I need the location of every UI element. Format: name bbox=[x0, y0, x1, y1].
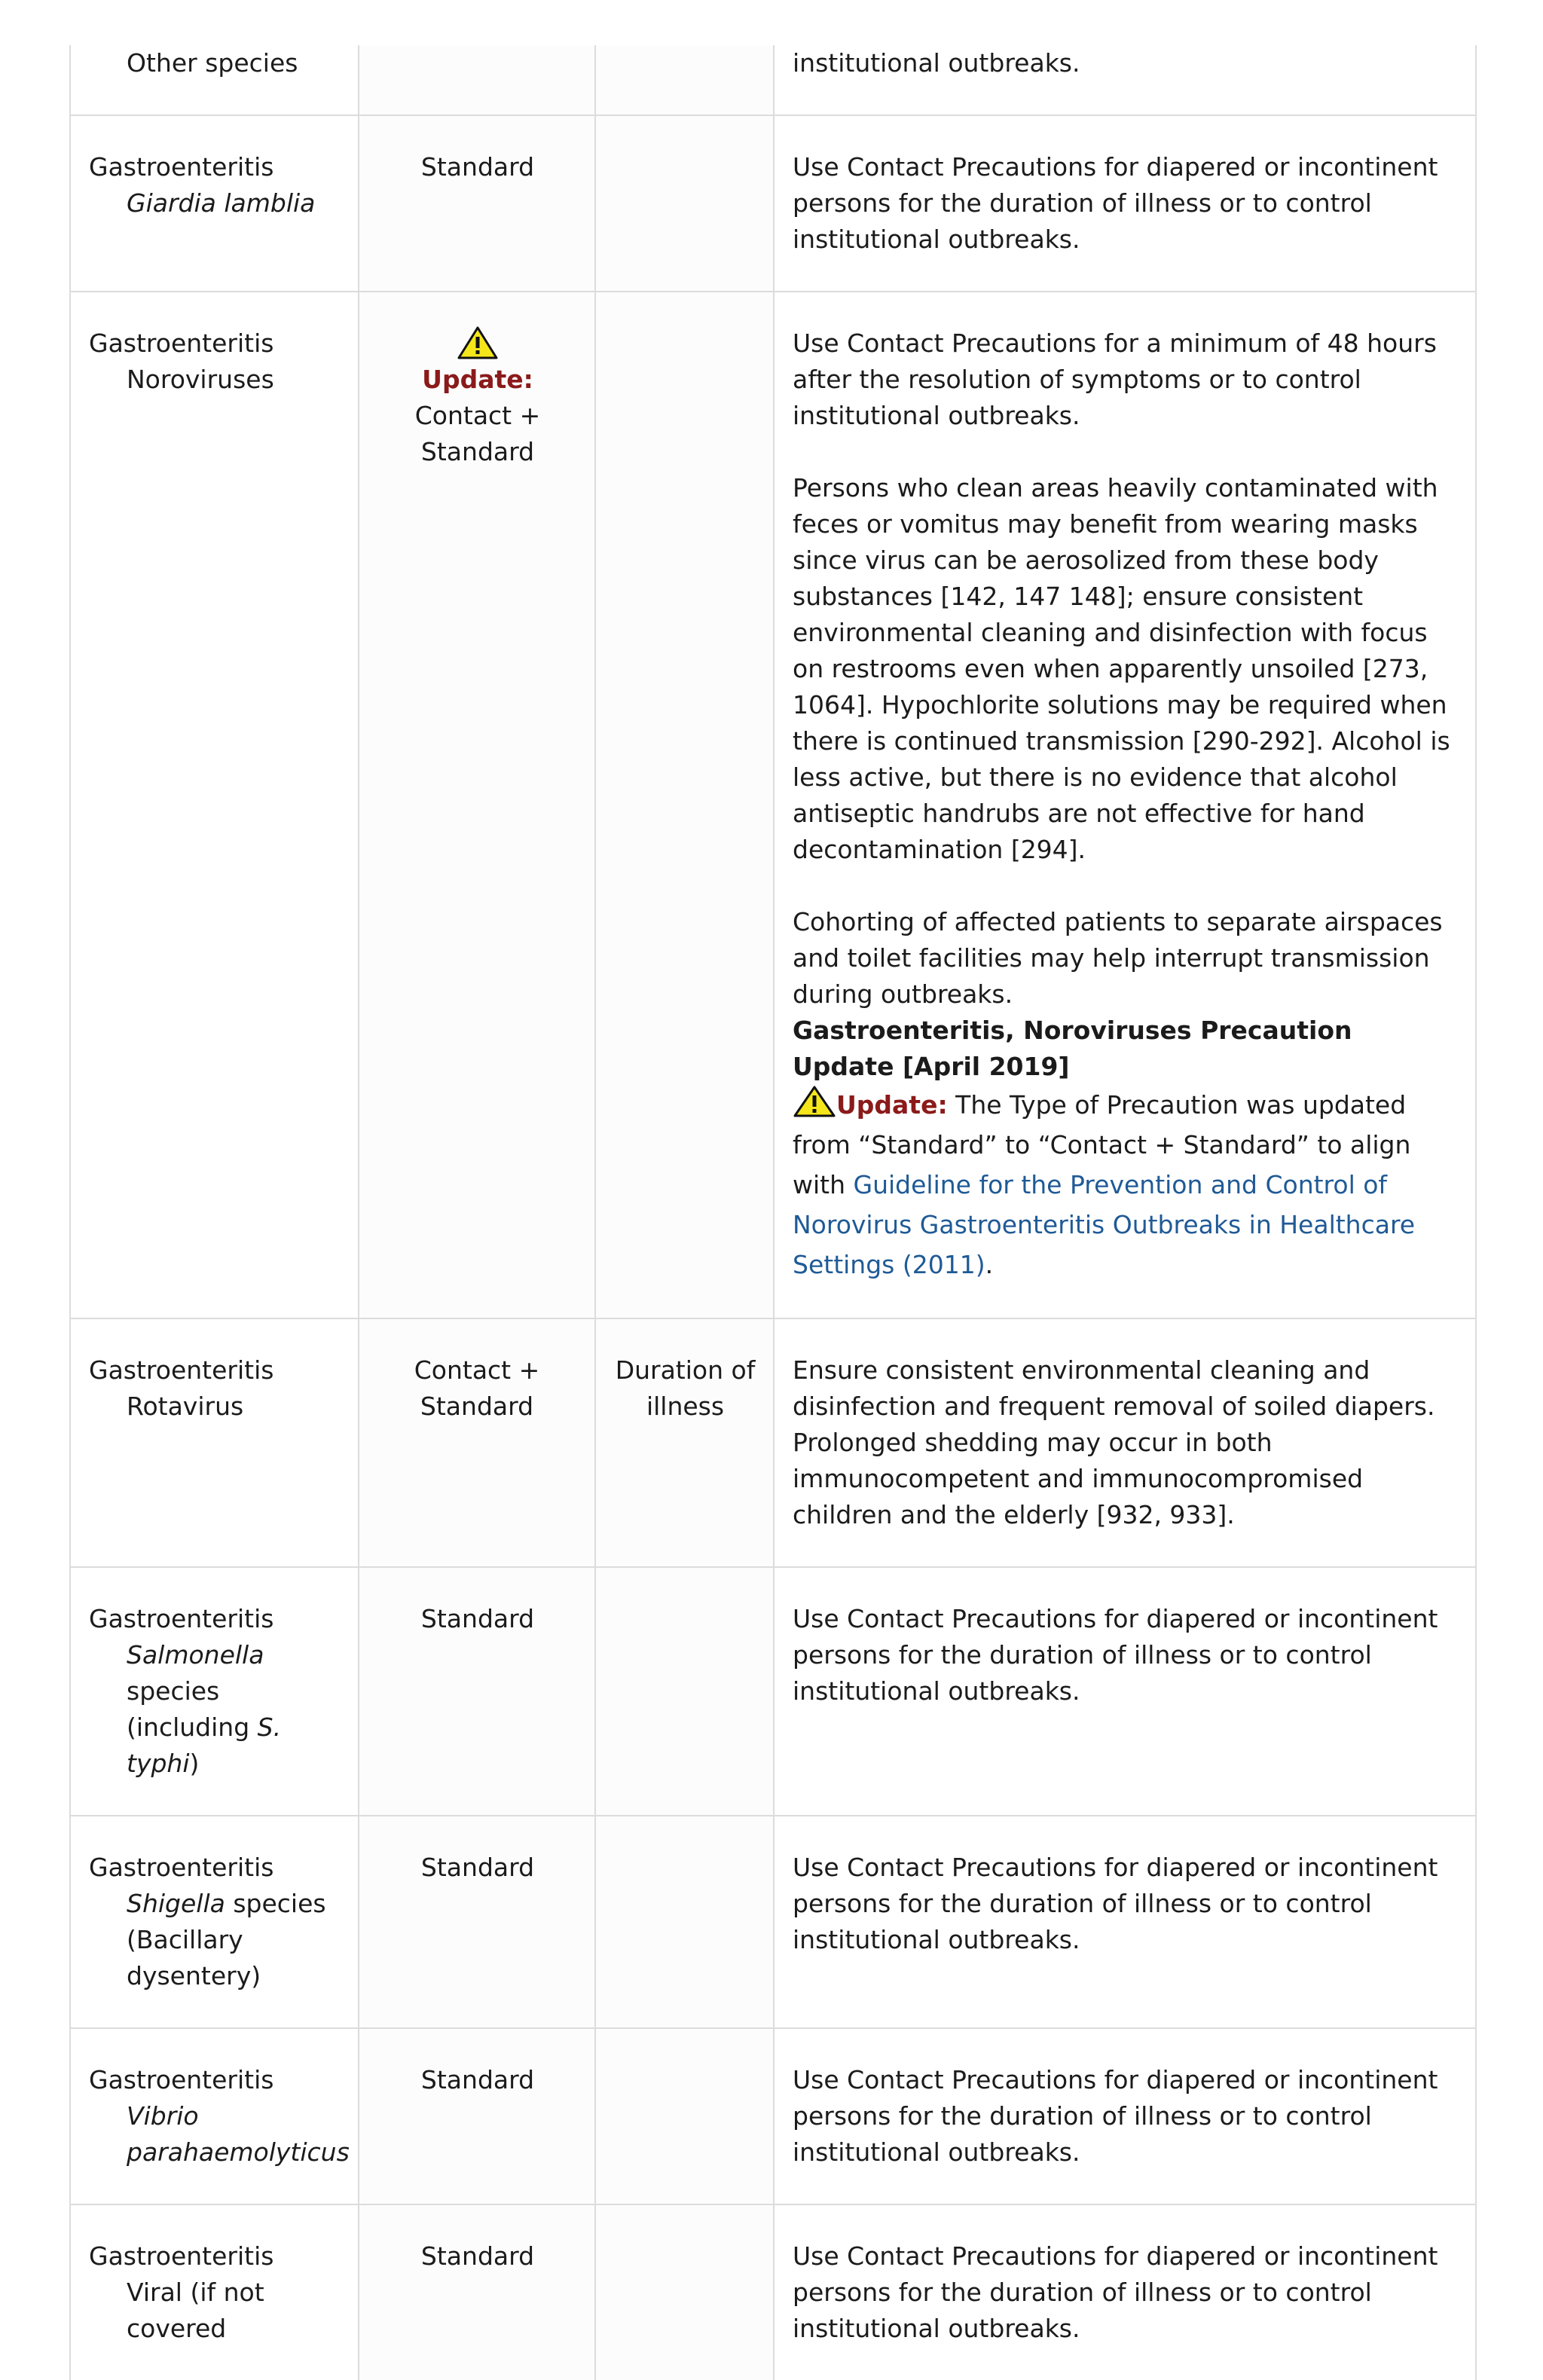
comments-cell bbox=[774, 2028, 1476, 2204]
update-note: Update: The Type of Precaution was updated from “Standard” to “Contact + Standard” to align with Guideline for the Prevention and Control of Norovirus Gastroenteritis Outbreaks in Healthcare Settings (2011). bbox=[793, 1085, 1462, 1285]
table-row bbox=[70, 115, 1476, 292]
comments-cell bbox=[774, 1816, 1476, 2028]
infection-cell bbox=[70, 1816, 359, 2028]
infection-cell bbox=[70, 115, 359, 292]
infection-cell bbox=[70, 292, 359, 1318]
comments-cell bbox=[774, 45, 1476, 115]
infection-cell bbox=[70, 2028, 359, 2204]
precaution-type: Contact + Standard bbox=[414, 1355, 540, 1421]
pathogen-name: Vibrio parahaemolyticus bbox=[127, 2101, 350, 2167]
precaution-cell bbox=[359, 292, 595, 1318]
update-text: The Type of Precaution was updated from “Standard” to “Contact + Standard” to align with bbox=[793, 1090, 1411, 1199]
duration-cell bbox=[595, 2028, 774, 2204]
table-row bbox=[70, 292, 1476, 1318]
update-label: Update: bbox=[422, 365, 533, 394]
comments-cell bbox=[774, 2204, 1476, 2380]
comment-paragraph: Persons who clean areas heavily contaminated with feces or vomitus may benefit from wearing masks since virus can be aerosolized from these body substances [142, 147 148]; ensure consistent environmental cleaning and disinfection with focus on restrooms even when apparently unsoiled [273, 1064]. Hypochlorite solutions may be required when there is continued transmission [290-292]. Alcohol is less active, but there is no evidence that alcohol antiseptic handrubs are not effective for hand decontamination [294]. bbox=[793, 473, 1450, 864]
table-row bbox=[70, 45, 1476, 115]
precaution-cell bbox=[359, 2028, 595, 2204]
precaution-cell bbox=[359, 1318, 595, 1567]
pathogen-name: Other species bbox=[127, 48, 298, 78]
comment-text: Ensure consistent environmental cleaning and disinfection and frequent removal of soiled diapers. Prolonged shedding may occur in both immunocompetent and immunocompromised children and the elderly [932, 933]. bbox=[793, 1355, 1435, 1529]
precaution-type: Standard bbox=[420, 2065, 535, 2094]
pathogen-name: Rotavirus bbox=[127, 1392, 244, 1421]
precaution-type: Standard bbox=[420, 2241, 535, 2271]
infection-cell bbox=[70, 45, 359, 115]
pathogen-name: Shigella species (Bacillary dysentery) bbox=[127, 1889, 326, 1990]
norovirus-guideline-link[interactable]: Guideline for the Prevention and Control of Norovirus Gastroenteritis Outbreaks in Healthcare Settings (2011) bbox=[793, 1170, 1416, 1279]
table-row bbox=[70, 1318, 1476, 1567]
pathogen-name: Salmonella species (including S. typhi) bbox=[127, 1640, 282, 1778]
comments-cell bbox=[774, 1318, 1476, 1567]
duration-cell bbox=[595, 115, 774, 292]
comment-paragraph: Cohorting of affected patients to separate airspaces and toilet facilities may help interrupt transmission during outbreaks. bbox=[793, 907, 1443, 1009]
disease-name: Gastroenteritis bbox=[89, 1355, 274, 1385]
pathogen-name: Giardia lamblia bbox=[127, 188, 316, 218]
pathogen-name: Noroviruses bbox=[127, 365, 274, 394]
precautions-table bbox=[69, 45, 1477, 2380]
comment-text: Use Contact Precautions for diapered or incontinent persons for the duration of illness or to control institutional outbreaks. bbox=[793, 1853, 1438, 1954]
comment-text: Use Contact Precautions for diapered or incontinent persons for the duration of illness or to control institutional outbreaks. bbox=[793, 2241, 1438, 2343]
disease-name: Gastroenteritis bbox=[89, 2065, 274, 2094]
duration-cell bbox=[595, 1816, 774, 2028]
duration-cell bbox=[595, 292, 774, 1318]
table-row bbox=[70, 2204, 1476, 2380]
comment-text: Use Contact Precautions for diapered or incontinent persons for the duration of illness or to control institutional outbreaks. bbox=[793, 1604, 1438, 1706]
duration-cell bbox=[595, 1567, 774, 1816]
precaution-cell bbox=[359, 45, 595, 115]
precaution-cell bbox=[359, 1567, 595, 1816]
disease-name: Gastroenteritis bbox=[89, 1604, 274, 1633]
precaution-type: Standard bbox=[420, 1604, 535, 1633]
precaution-type: Contact + Standard bbox=[414, 401, 541, 466]
comments-cell bbox=[774, 1567, 1476, 1816]
comment-text: Use Contact Precautions for diapered or incontinent persons for the duration of illness or to control institutional outbreaks. bbox=[793, 152, 1438, 254]
comment-paragraph: Use Contact Precautions for a minimum of 48 hours after the resolution of symptoms or to control institutional outbreaks. bbox=[793, 328, 1437, 430]
precaution-cell bbox=[359, 115, 595, 292]
precaution-type: Standard bbox=[420, 1853, 535, 1882]
precaution-type: Standard bbox=[420, 152, 535, 182]
disease-name: Gastroenteritis bbox=[89, 1853, 274, 1882]
disease-name: Gastroenteritis bbox=[89, 328, 274, 358]
infection-cell bbox=[70, 1318, 359, 1567]
duration-cell bbox=[595, 2204, 774, 2380]
disease-name: Gastroenteritis bbox=[89, 152, 274, 182]
infection-cell bbox=[70, 2204, 359, 2380]
update-heading: Gastroenteritis, Noroviruses Precaution Update [April 2019] bbox=[793, 1016, 1352, 1081]
table-row bbox=[70, 2028, 1476, 2204]
pathogen-name: Viral (if not covered bbox=[127, 2278, 264, 2343]
comments-cell bbox=[774, 292, 1476, 1318]
table-row bbox=[70, 1567, 1476, 1816]
comment-text: institutional outbreaks. bbox=[793, 48, 1080, 78]
warning-triangle-icon bbox=[457, 325, 499, 360]
comments-cell bbox=[774, 115, 1476, 292]
comment-text: Use Contact Precautions for diapered or incontinent persons for the duration of illness or to control institutional outbreaks. bbox=[793, 2065, 1438, 2167]
disease-name: Gastroenteritis bbox=[89, 2241, 274, 2271]
warning-triangle-icon bbox=[793, 1085, 836, 1118]
duration-cell bbox=[595, 1318, 774, 1567]
precaution-cell bbox=[359, 1816, 595, 2028]
infection-cell bbox=[70, 1567, 359, 1816]
table-row bbox=[70, 1816, 1476, 2028]
update-label: Update: bbox=[836, 1090, 948, 1120]
precaution-cell bbox=[359, 2204, 595, 2380]
duration-cell bbox=[595, 45, 774, 115]
duration-text: Duration of illness bbox=[615, 1355, 756, 1421]
